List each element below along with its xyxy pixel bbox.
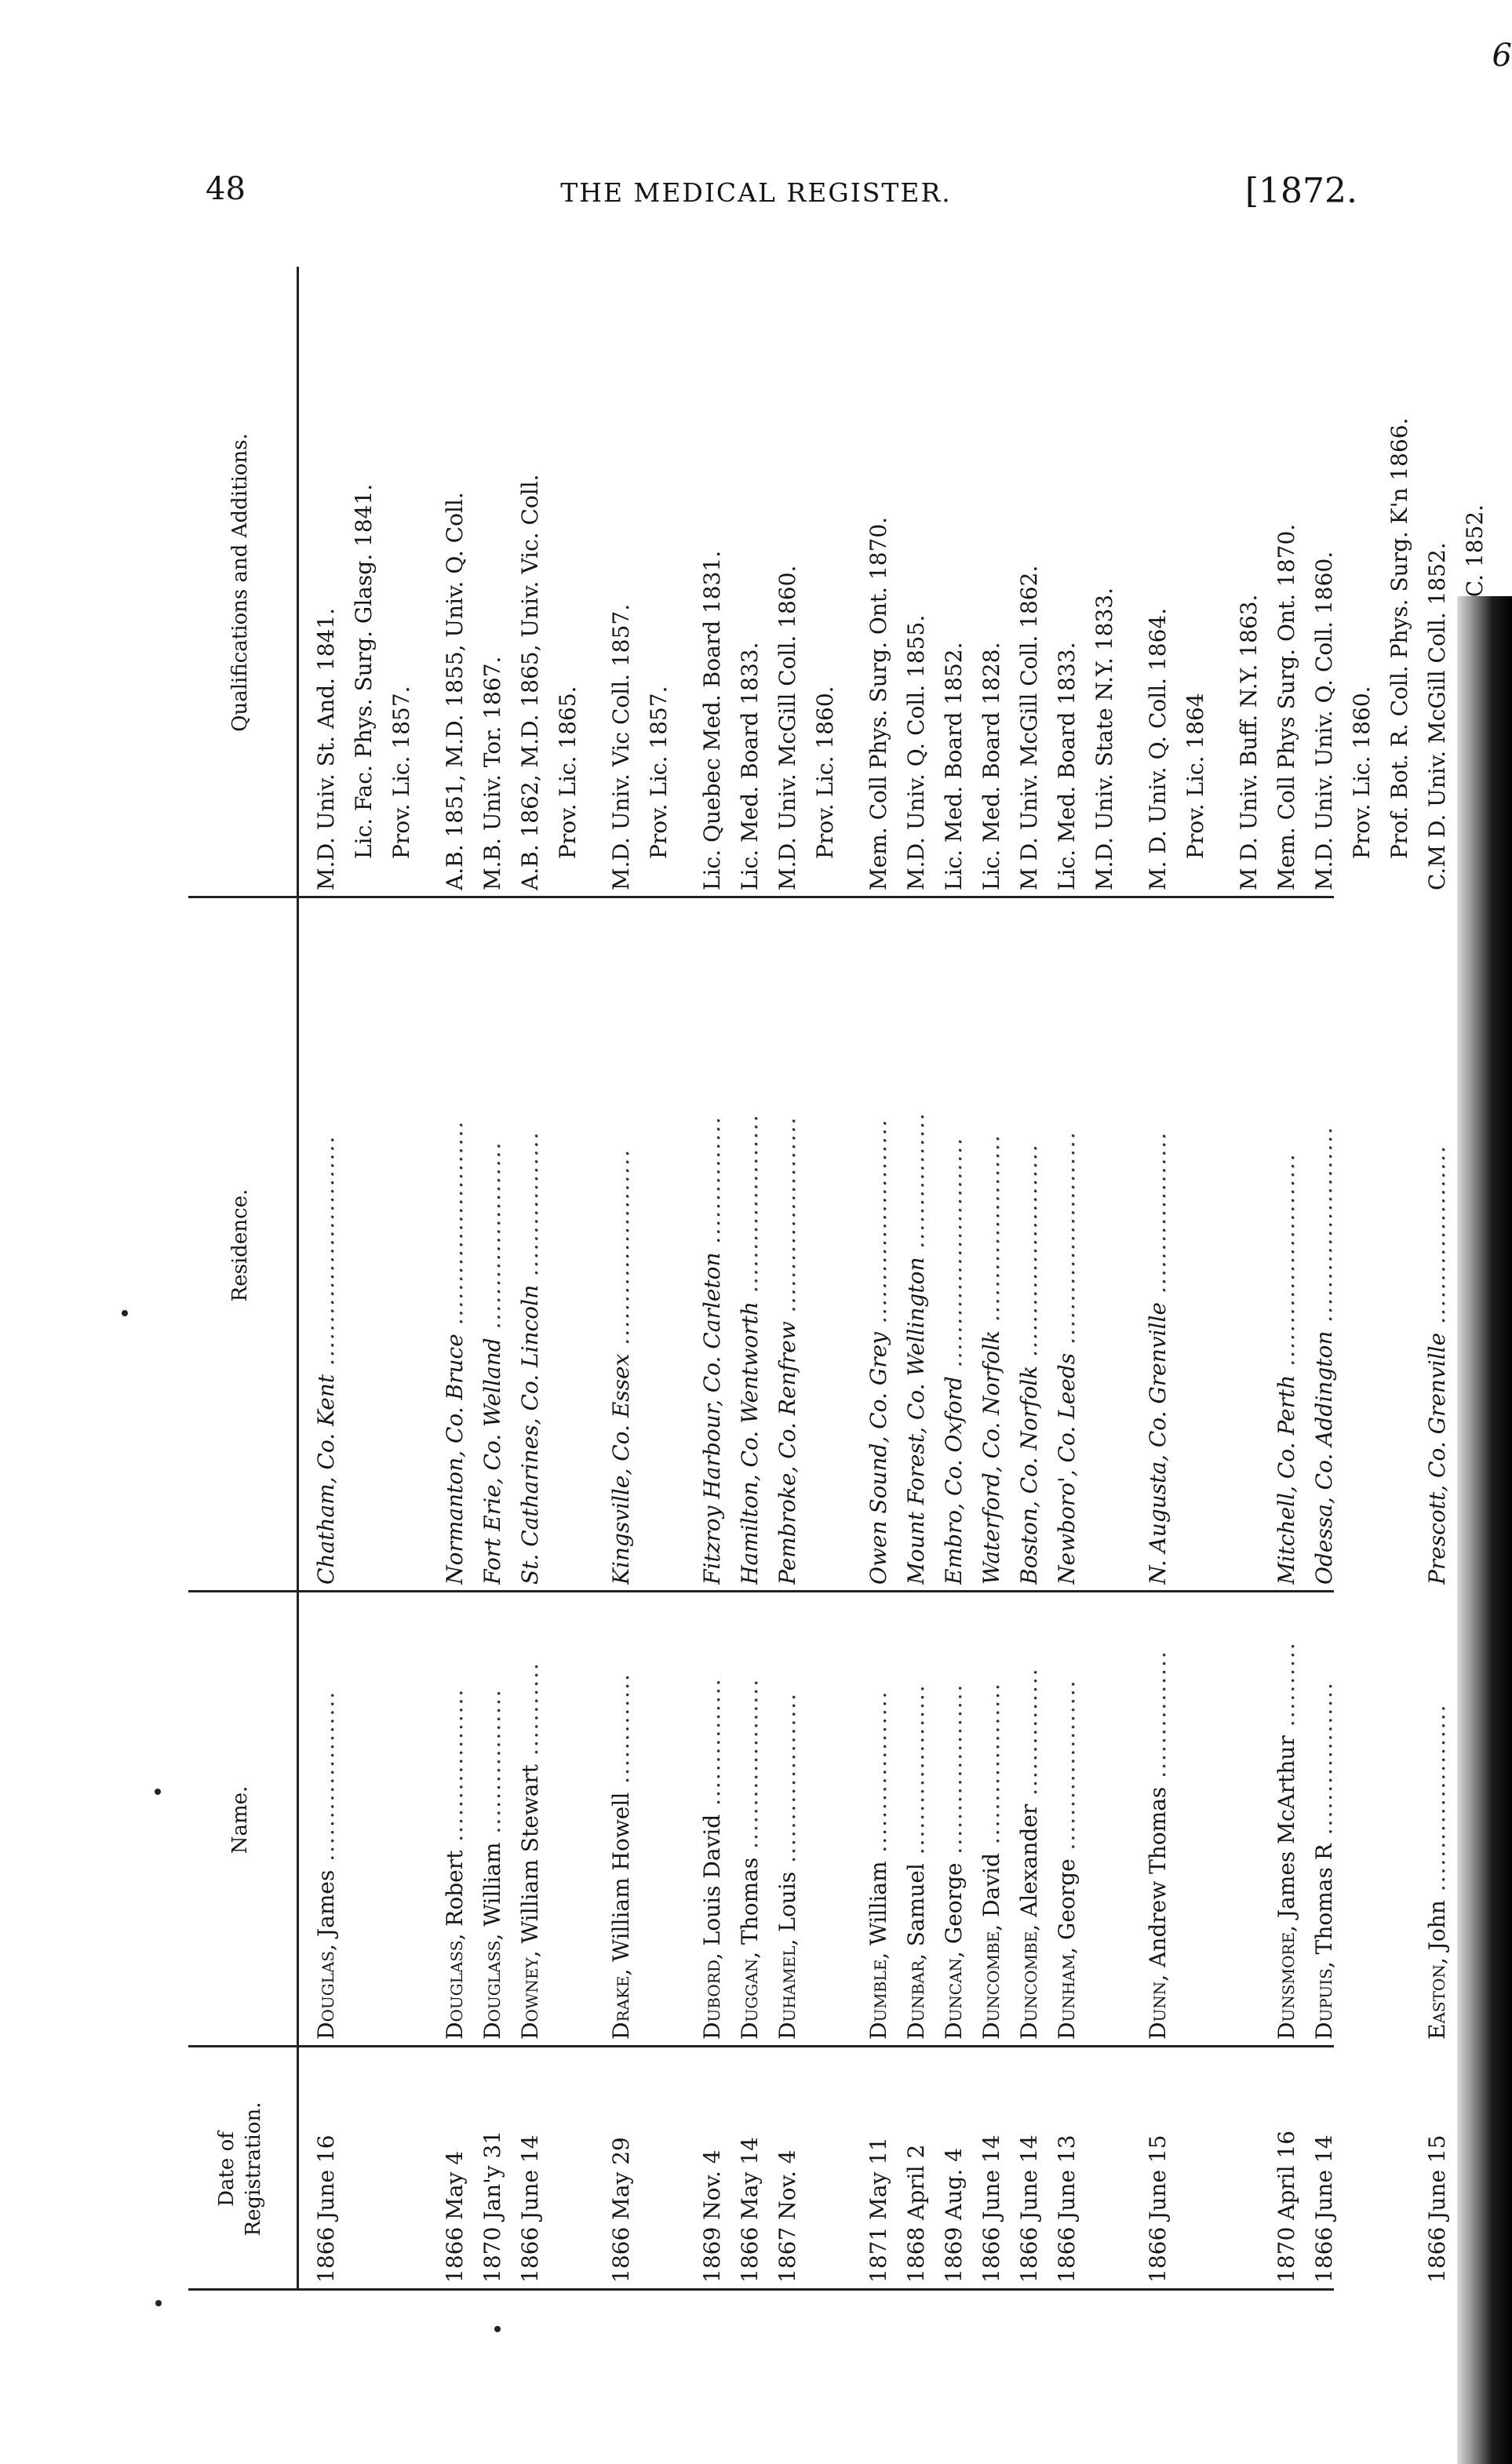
registration-date: 1866 June 15 xyxy=(1145,2135,1171,2283)
leader-dots: ......................... xyxy=(1054,1130,1080,1353)
qualification: Prov. Lic. 1860. xyxy=(812,686,838,859)
residence-text: Fort Erie, Co. Welland xyxy=(479,1338,505,1585)
given-names: George xyxy=(941,1862,967,1952)
qualification: M D. Univ. Buff. N.Y. 1863. xyxy=(1236,594,1262,890)
qualification: A.B. 1851, M.D. 1855, Univ. Q. Coll. xyxy=(442,492,468,890)
practitioner-name xyxy=(512,1600,549,2040)
residence xyxy=(1419,910,1456,1585)
leader-dots: ............... xyxy=(699,1677,725,1814)
given-names: Alexander xyxy=(1016,1803,1042,1924)
practitioner-name xyxy=(1268,1600,1306,2040)
residence-text: Hamilton, Co. Wentworth xyxy=(737,1301,763,1585)
surname: Dunsmore, xyxy=(1273,1925,1299,2040)
registration-date: 1870 April 16 xyxy=(1273,2130,1299,2283)
table-row xyxy=(769,267,807,2291)
leader-dots: ............... xyxy=(699,1116,725,1253)
registration-date: 1866 June 14 xyxy=(1311,2135,1337,2283)
practitioner-name xyxy=(860,1600,898,2040)
column-header-date xyxy=(188,2047,292,2291)
given-names: William xyxy=(479,1842,505,1934)
surname: Dumble, xyxy=(865,1952,891,2040)
given-names: Robert xyxy=(442,1850,468,1934)
registration-date: 1869 Aug. 4 xyxy=(941,2148,967,2283)
table-row xyxy=(1268,267,1306,2291)
residence-text: Boston, Co. Norfolk xyxy=(1016,1365,1042,1585)
page-year: [1872. xyxy=(1244,171,1357,211)
leader-dots: .................... xyxy=(1054,1679,1080,1859)
leader-dots: ................... xyxy=(865,1690,891,1862)
residence-text: N. Augusta, Co. Grenville xyxy=(1145,1301,1171,1585)
surname: Drake, xyxy=(608,1968,634,2040)
qualification: Lic. Quebec Med. Board 1831. xyxy=(699,550,725,890)
leader-dots: ...................... xyxy=(1424,1703,1450,1901)
given-names: Louis xyxy=(774,1871,800,1939)
qualification: M.D. Univ. Vic Coll. 1857. xyxy=(608,603,634,890)
given-names: Andrew Thomas xyxy=(1145,1786,1171,1974)
leader-dots: .................... xyxy=(941,1683,967,1863)
column-header-qualifications: Qualifications and Additions. xyxy=(228,433,252,732)
residence xyxy=(308,910,345,1585)
residence-text: Fitzroy Harbour, Co. Carleton xyxy=(699,1252,725,1585)
registration-date: 1869 Nov. 4 xyxy=(699,2149,725,2283)
given-names: William Howell xyxy=(608,1792,634,1969)
residence xyxy=(973,910,1011,1585)
qualification: M. D. Univ. Q. Coll. 1864. xyxy=(1145,607,1171,890)
residence xyxy=(935,910,973,1585)
surname: Duhamel, xyxy=(774,1938,800,2040)
leader-dots: ........................... xyxy=(313,1134,339,1374)
leader-dots: .................. xyxy=(442,1687,468,1851)
residence-text: Embro, Co. Oxford xyxy=(941,1376,967,1585)
qualification: Mem. Coll Phys Surg. Ont. 1870. xyxy=(1273,523,1299,890)
residence xyxy=(436,910,474,1585)
leader-dots: ................. xyxy=(479,1688,505,1843)
qualification: Prof. Bot. R. Coll. Phys. Surg. K'n 1866. xyxy=(1386,417,1412,859)
qualification: Lic. Fac. Phys. Surg. Glasg. 1841. xyxy=(351,483,377,859)
residence xyxy=(512,910,549,1585)
qualification: M D. Univ. McGill Coll. 1862. xyxy=(1016,565,1042,890)
registration-date: 1866 June 14 xyxy=(517,2135,543,2283)
qualification: M.B. Univ. Tor. 1867. xyxy=(479,656,505,890)
residence xyxy=(1048,910,1086,1585)
residence-text: Newboro', Co. Leeds xyxy=(1054,1352,1080,1585)
residence xyxy=(731,910,769,1585)
leader-dots: ....................... xyxy=(1311,1125,1337,1331)
ink-speck xyxy=(494,2326,501,2332)
qualification: Lic. Med. Board 1828. xyxy=(978,642,1004,890)
registration-date: 1866 June 15 xyxy=(1424,2135,1450,2283)
column-header-name: Name. xyxy=(228,1785,252,1854)
table-row xyxy=(807,267,844,2291)
residence xyxy=(1306,910,1343,1585)
corner-mark: 6 xyxy=(1492,38,1512,74)
residence-text: Owen Sound, Co. Grey xyxy=(865,1332,891,1585)
given-names: Thomas xyxy=(737,1857,763,1952)
table-row xyxy=(694,267,731,2291)
leader-dots: ........... xyxy=(517,1661,543,1764)
practitioner-name xyxy=(769,1600,807,2040)
ink-speck xyxy=(155,1789,161,1795)
practitioner-name xyxy=(935,1600,973,2040)
table-row xyxy=(898,267,935,2291)
qualification: Prov. Lic. 1857. xyxy=(388,686,414,859)
practitioner-name xyxy=(973,1600,1011,2040)
table-row xyxy=(935,267,973,2291)
page-number: 48 xyxy=(206,171,246,207)
running-title: THE MEDICAL REGISTER. xyxy=(560,177,952,208)
table-row xyxy=(436,267,474,2291)
practitioner-name xyxy=(474,1600,512,2040)
leader-dots: ..................... xyxy=(1424,1144,1450,1333)
practitioner-name xyxy=(1419,1600,1456,2040)
register-table xyxy=(188,267,1450,2291)
leader-dots: .................... xyxy=(737,1677,763,1858)
qualification: Prov. Lic. 1857. xyxy=(646,686,672,859)
ink-speck xyxy=(122,1310,128,1316)
qualification: Prov. Lic. 1865. xyxy=(555,686,581,859)
practitioner-name xyxy=(731,1600,769,2040)
given-names: William Stewart xyxy=(517,1763,543,1951)
practitioner-name xyxy=(308,1600,345,2040)
table-row xyxy=(731,267,769,2291)
qualification: Prov. Lic. 1864 xyxy=(1182,693,1208,859)
qualification: Lic. Med. Board 1833. xyxy=(1054,642,1080,890)
given-names: Samuel xyxy=(903,1863,929,1954)
ink-speck xyxy=(155,2300,162,2306)
given-names: Louis David xyxy=(699,1814,725,1953)
leader-dots: ............... xyxy=(1145,1650,1171,1787)
practitioner-name xyxy=(898,1600,935,2040)
given-names: David xyxy=(978,1853,1004,1924)
table-row xyxy=(860,267,898,2291)
column-header-date-line2: Registration. xyxy=(242,2102,265,2237)
registration-date: 1866 May 14 xyxy=(737,2137,763,2283)
residence xyxy=(474,910,512,1585)
leader-dots: ....................... xyxy=(774,1116,800,1322)
residence xyxy=(1011,910,1048,1585)
leader-dots: ........................ xyxy=(442,1119,468,1334)
leader-dots: .................... xyxy=(903,1683,929,1864)
surname: Easton, xyxy=(1424,1957,1450,2040)
leader-dots: .......... xyxy=(1273,1641,1299,1736)
leader-dots: ...................... xyxy=(479,1141,505,1338)
leader-dots: ................... xyxy=(978,1682,1004,1854)
table-row xyxy=(1139,267,1177,2291)
leader-dots: .................... xyxy=(774,1691,800,1872)
registration-date: 1866 June 16 xyxy=(313,2135,339,2283)
surname: Douglas, xyxy=(313,1943,339,2040)
leader-dots: ................... xyxy=(1145,1130,1171,1302)
table-row xyxy=(345,267,383,2291)
table-row xyxy=(1177,267,1215,2291)
given-names: James xyxy=(313,1869,339,1944)
residence xyxy=(860,910,898,1585)
residence-text: Odessa, Co. Addington xyxy=(1311,1330,1337,1585)
table-row xyxy=(1230,267,1268,2291)
practitioner-name xyxy=(694,1600,731,2040)
registration-date: 1867 Nov. 4 xyxy=(774,2149,800,2283)
surname: Duncombe, xyxy=(978,1924,1004,2040)
leader-dots: ............... xyxy=(1016,1667,1042,1804)
leader-dots: ....................... xyxy=(608,1148,634,1354)
table-row xyxy=(603,267,640,2291)
leader-dots: ...................... xyxy=(978,1134,1004,1330)
practitioner-name xyxy=(1011,1600,1048,2040)
page-header xyxy=(0,171,1512,218)
leader-dots: ......................... xyxy=(1273,1152,1299,1375)
table-row xyxy=(308,267,345,2291)
practitioner-name xyxy=(1306,1600,1343,2040)
qualification: Prov. Lic. 1860. xyxy=(1349,686,1375,859)
table-row xyxy=(474,267,512,2291)
table-row xyxy=(640,267,678,2291)
table-row xyxy=(1086,267,1124,2291)
qualification: Lic. Med. Board 1833. xyxy=(737,642,763,890)
column-header-residence: Residence. xyxy=(228,1188,252,1302)
residence xyxy=(1139,910,1177,1585)
leader-dots: ................. xyxy=(517,1130,543,1285)
residence xyxy=(603,910,640,1585)
table-row xyxy=(1306,267,1343,2291)
qualification: Mem. Coll Phys. Surg. Ont. 1870. xyxy=(865,516,891,890)
registration-date: 1870 Jan'y 31 xyxy=(479,2130,505,2283)
registration-date: 1866 June 13 xyxy=(1054,2135,1080,2283)
table-row xyxy=(973,267,1011,2291)
surname: Douglass, xyxy=(442,1933,468,2040)
leader-dots: ................ xyxy=(903,1112,929,1257)
column-header-date-line1: Date of xyxy=(215,2131,239,2207)
practitioner-name xyxy=(1048,1600,1086,2040)
leader-dots: ..................... xyxy=(737,1113,763,1302)
given-names: William xyxy=(865,1861,891,1953)
residence xyxy=(694,910,731,1585)
practitioner-name xyxy=(436,1600,474,2040)
residence xyxy=(769,910,807,1585)
surname: Duncombe, xyxy=(1016,1924,1042,2040)
qualification: M.D. Univ. St. And. 1841. xyxy=(313,607,339,890)
surname: Duggan, xyxy=(737,1951,763,2040)
given-names: Thomas R xyxy=(1311,1843,1337,1962)
residence xyxy=(898,910,935,1585)
surname: Dunn, xyxy=(1145,1974,1171,2040)
leader-dots: ........................ xyxy=(865,1118,891,1332)
surname: Dupuis, xyxy=(1311,1961,1337,2040)
registration-date: 1868 April 2 xyxy=(903,2144,929,2283)
registration-date: 1866 May 29 xyxy=(608,2137,634,2283)
table-row xyxy=(1419,267,1456,2291)
qualification: M.D. Univ. State N.Y. 1833. xyxy=(1091,588,1117,890)
registration-date: 1866 June 14 xyxy=(978,2135,1004,2283)
surname: Dubord, xyxy=(699,1953,725,2040)
surname: Dunham, xyxy=(1054,1946,1080,2040)
registration-date: 1871 May 11 xyxy=(865,2137,891,2283)
leader-dots: .................... xyxy=(313,1690,339,1870)
residence-text: St. Catharines, Co. Lincoln xyxy=(517,1284,543,1585)
residence-text: Pembroke, Co. Renfrew xyxy=(774,1321,800,1585)
qualification: M.D. Univ. Q. Coll. 1855. xyxy=(903,614,929,890)
surname: Dunbar, xyxy=(903,1953,929,2040)
residence xyxy=(1268,910,1306,1585)
qualification: M.D. Univ. McGill Coll. 1860. xyxy=(774,565,800,890)
table-row xyxy=(1343,267,1381,2291)
leader-dots: .................. xyxy=(1311,1681,1337,1844)
qualification: M.D. Univ. Univ. Q. Coll. 1860. xyxy=(1311,551,1337,890)
registration-date: 1866 May 4 xyxy=(442,2150,468,2283)
table-row xyxy=(1011,267,1048,2291)
given-names: John xyxy=(1424,1900,1450,1958)
residence-text: Prescott, Co. Grenville xyxy=(1424,1332,1450,1585)
surname: Douglass, xyxy=(479,1933,505,2040)
surname: Downey, xyxy=(517,1950,543,2040)
residence-text: Normanton, Co. Bruce xyxy=(442,1334,468,1585)
qualification: A.B. 1862, M.D. 1865, Univ. Vic. Coll. xyxy=(517,474,543,890)
practitioner-name xyxy=(1139,1600,1177,2040)
leader-dots: ............. xyxy=(608,1672,634,1792)
table-row xyxy=(1048,267,1086,2291)
given-names: James McArthur xyxy=(1273,1735,1299,1926)
residence-text: Chatham, Co. Kent xyxy=(313,1374,339,1585)
page-edge-shadow xyxy=(1457,596,1512,2464)
table-row xyxy=(1381,267,1419,2291)
header-rule xyxy=(297,267,299,2291)
leader-dots: ......................... xyxy=(1016,1143,1042,1366)
residence-text: Waterford, Co. Norfolk xyxy=(978,1330,1004,1585)
residence-text: Mitchell, Co. Perth xyxy=(1273,1374,1299,1585)
table-row xyxy=(549,267,587,2291)
surname: Duncan, xyxy=(941,1951,967,2040)
table-row xyxy=(383,267,421,2291)
residence-text: Kingsville, Co. Essex xyxy=(608,1353,634,1585)
qualification: C.M D. Univ. McGill Coll. 1852. xyxy=(1424,542,1450,890)
practitioner-name xyxy=(603,1600,640,2040)
residence-text: Mount Forest, Co. Wellington xyxy=(903,1257,929,1585)
qualification: Lic. Med. Board 1852. xyxy=(941,642,967,890)
table-row xyxy=(512,267,549,2291)
given-names: George xyxy=(1054,1858,1080,1947)
registration-date: 1866 June 14 xyxy=(1016,2135,1042,2283)
leader-dots: ........................... xyxy=(941,1136,967,1377)
